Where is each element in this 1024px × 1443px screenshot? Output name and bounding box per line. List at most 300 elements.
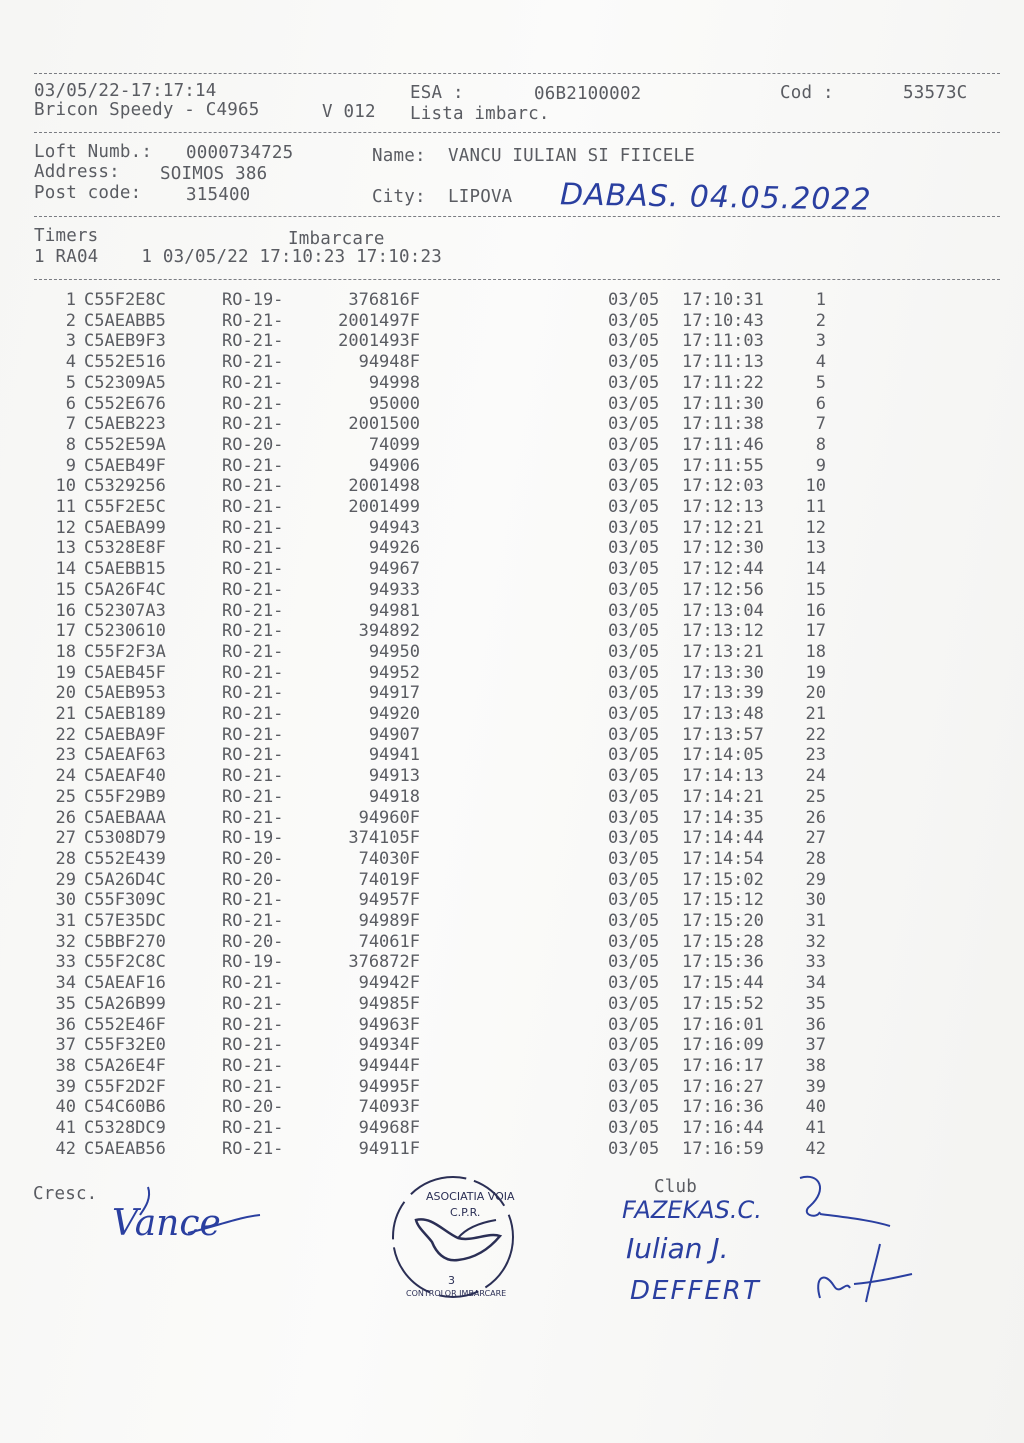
ring-id: C552E59A	[84, 434, 166, 455]
table-row	[0, 932, 1024, 953]
ring-prefix: RO-21-	[222, 1076, 284, 1097]
list-name: Lista imbarc.	[410, 104, 550, 124]
row-index: 33	[55, 952, 76, 973]
position: 15	[805, 579, 826, 600]
arrival-time: 17:11:03	[682, 331, 764, 352]
table-row	[0, 849, 1024, 870]
table-row	[0, 1077, 1024, 1098]
position: 8	[815, 434, 826, 455]
ring-id: C5AEAF40	[84, 766, 166, 787]
ring-id: C55F29B9	[84, 786, 166, 807]
row-index: 17	[55, 621, 76, 642]
ring-number: 94913	[368, 766, 420, 787]
arrival-time: 17:11:13	[682, 352, 764, 373]
ring-prefix: RO-21-	[222, 1014, 284, 1035]
cresc-label: Cresc.	[33, 1184, 98, 1204]
separator-line	[34, 132, 1000, 133]
position: 38	[805, 1055, 826, 1076]
position: 30	[805, 890, 826, 911]
ring-id: C55F2C8C	[84, 952, 166, 973]
position: 4	[815, 352, 826, 373]
ring-id: C5308D79	[84, 828, 166, 849]
arrival-time: 17:11:30	[682, 393, 764, 414]
ring-id: C5AEBAAA	[84, 807, 166, 828]
arrival-date: 03/05	[608, 621, 660, 642]
ring-prefix: RO-21-	[222, 1035, 284, 1056]
ring-id: C5A26D4C	[84, 869, 166, 890]
ring-id: C55F32E0	[84, 1035, 166, 1056]
ring-prefix: RO-21-	[222, 331, 284, 352]
ring-id: C5BBF270	[84, 931, 166, 952]
ring-id: C54C60B6	[84, 1097, 166, 1118]
arrival-date: 03/05	[608, 911, 660, 931]
row-index: 40	[55, 1097, 76, 1118]
ring-number: 74099	[368, 434, 420, 455]
header-timestamp: 03/05/22-17:17:14	[34, 81, 217, 101]
arrival-date: 03/05	[608, 745, 660, 766]
row-index: 5	[65, 372, 76, 393]
ring-number: 94934F	[358, 1035, 420, 1056]
position: 39	[805, 1076, 826, 1097]
arrival-date: 03/05	[608, 476, 660, 497]
table-row	[0, 394, 1024, 415]
arrival-date: 03/05	[608, 372, 660, 393]
row-index: 26	[55, 807, 76, 828]
loft-number: 0000734725	[186, 143, 294, 163]
position: 27	[805, 828, 826, 849]
ring-number: 2001493F	[338, 331, 420, 352]
position: 12	[805, 517, 826, 538]
ring-id: C552E676	[84, 393, 166, 414]
club-signature-3: DEFFERT	[630, 1276, 761, 1306]
arrival-date: 03/05	[608, 704, 660, 724]
table-row	[0, 1118, 1024, 1139]
ring-number: 74019F	[358, 869, 420, 890]
ring-number: 2001497F	[338, 310, 420, 331]
ring-prefix: RO-21-	[222, 766, 284, 787]
arrival-time: 17:14:05	[682, 745, 764, 766]
ring-prefix: RO-21-	[222, 704, 284, 724]
ring-prefix: RO-21-	[222, 559, 284, 580]
arrival-date: 03/05	[608, 1055, 660, 1076]
row-index: 32	[55, 931, 76, 952]
ring-number: 94941	[368, 745, 420, 766]
ring-prefix: RO-21-	[222, 414, 284, 435]
ring-number: 2001499	[348, 497, 420, 517]
timer-line: 1 RA04 1 03/05/22 17:10:23 17:10:23	[34, 247, 442, 267]
arrival-time: 17:10:31	[682, 290, 764, 310]
row-index: 15	[55, 579, 76, 600]
row-index: 22	[55, 724, 76, 745]
ring-number: 74093F	[358, 1097, 420, 1118]
club-signature-strokes	[780, 1170, 920, 1320]
ring-number: 376872F	[348, 952, 420, 973]
ring-id: C55F2F3A	[84, 641, 166, 662]
arrival-date: 03/05	[608, 807, 660, 828]
arrival-time: 17:15:44	[682, 973, 764, 994]
ring-number: 94906	[368, 455, 420, 476]
arrival-date: 03/05	[608, 538, 660, 559]
imbarcare-label: Imbarcare	[288, 229, 385, 249]
arrival-date: 03/05	[608, 414, 660, 435]
position: 14	[805, 559, 826, 580]
ring-prefix: RO-19-	[222, 952, 284, 973]
breeder-signature	[100, 1185, 270, 1255]
row-index: 27	[55, 828, 76, 849]
arrival-time: 17:12:21	[682, 517, 764, 538]
ring-id: C5AEB45F	[84, 662, 166, 683]
arrival-time: 17:13:12	[682, 621, 764, 642]
club-signature-2: Iulian J.	[626, 1232, 729, 1265]
arrival-date: 03/05	[608, 579, 660, 600]
position: 33	[805, 952, 826, 973]
table-row	[0, 1097, 1024, 1118]
row-index: 36	[55, 1014, 76, 1035]
ring-number: 94950	[368, 641, 420, 662]
table-row	[0, 994, 1024, 1015]
ring-id: C5AEB189	[84, 704, 166, 724]
position: 40	[805, 1097, 826, 1118]
city-value: LIPOVA	[448, 187, 513, 207]
row-index: 37	[55, 1035, 76, 1056]
position: 9	[815, 455, 826, 476]
position: 36	[805, 1014, 826, 1035]
arrival-date: 03/05	[608, 931, 660, 952]
arrival-date: 03/05	[608, 517, 660, 538]
row-index: 19	[55, 662, 76, 683]
arrival-date: 03/05	[608, 600, 660, 621]
arrival-time: 17:16:17	[682, 1055, 764, 1076]
table-row	[0, 497, 1024, 518]
row-index: 18	[55, 641, 76, 662]
ring-id: C52307A3	[84, 600, 166, 621]
stamp-bottom-text: CONTROLOR IMBARCARE	[406, 1289, 507, 1298]
ring-id: C5AEB223	[84, 414, 166, 435]
table-row	[0, 435, 1024, 456]
ring-id: C5328DC9	[84, 1118, 166, 1138]
row-index: 7	[65, 414, 76, 435]
arrival-date: 03/05	[608, 869, 660, 890]
arrival-date: 03/05	[608, 1014, 660, 1035]
table-row	[0, 663, 1024, 684]
arrival-time: 17:10:43	[682, 310, 764, 331]
table-row	[0, 828, 1024, 849]
ring-id: C52309A5	[84, 372, 166, 393]
ring-prefix: RO-21-	[222, 786, 284, 807]
ring-id: C5AEB953	[84, 683, 166, 704]
table-row	[0, 766, 1024, 787]
arrival-time: 17:14:13	[682, 766, 764, 787]
ring-prefix: RO-21-	[222, 993, 284, 1014]
ring-prefix: RO-21-	[222, 807, 284, 828]
ring-number: 94944F	[358, 1055, 420, 1076]
table-row	[0, 1015, 1024, 1036]
row-index: 21	[55, 704, 76, 724]
arrival-time: 17:14:54	[682, 848, 764, 869]
ring-number: 94917	[368, 683, 420, 704]
table-row	[0, 890, 1024, 911]
timers-label: Timers	[34, 226, 99, 246]
position: 2	[815, 310, 826, 331]
position: 21	[805, 704, 826, 724]
arrival-time: 17:14:21	[682, 786, 764, 807]
position: 6	[815, 393, 826, 414]
arrival-date: 03/05	[608, 497, 660, 517]
table-row	[0, 456, 1024, 477]
arrival-date: 03/05	[608, 331, 660, 352]
table-row	[0, 414, 1024, 435]
arrival-date: 03/05	[608, 352, 660, 373]
ring-number: 94933	[368, 579, 420, 600]
post-code-label: Post code:	[34, 183, 142, 203]
position: 11	[805, 497, 826, 517]
arrival-time: 17:16:36	[682, 1097, 764, 1118]
ring-number: 74061F	[358, 931, 420, 952]
ring-id: C5AEAB56	[84, 1138, 166, 1159]
stamp-number: 3	[448, 1274, 455, 1287]
position: 1	[815, 290, 826, 310]
ring-prefix: RO-21-	[222, 973, 284, 994]
table-row	[0, 973, 1024, 994]
ring-prefix: RO-21-	[222, 372, 284, 393]
ring-prefix: RO-21-	[222, 517, 284, 538]
ring-id: C55F2E5C	[84, 497, 166, 517]
ring-id: C5AEAF16	[84, 973, 166, 994]
arrival-time: 17:12:30	[682, 538, 764, 559]
position: 42	[805, 1138, 826, 1159]
table-row	[0, 476, 1024, 497]
row-index: 23	[55, 745, 76, 766]
arrival-time: 17:16:27	[682, 1076, 764, 1097]
ring-id: C57E35DC	[84, 911, 166, 931]
table-row	[0, 725, 1024, 746]
table-row	[0, 808, 1024, 829]
row-index: 39	[55, 1076, 76, 1097]
arrival-time: 17:13:57	[682, 724, 764, 745]
separator-line	[34, 279, 1000, 280]
row-index: 10	[55, 476, 76, 497]
ring-number: 94920	[368, 704, 420, 724]
arrival-date: 03/05	[608, 973, 660, 994]
position: 5	[815, 372, 826, 393]
ring-id: C5230610	[84, 621, 166, 642]
club-signature-1: FAZEKAS.C.	[622, 1196, 762, 1224]
arrival-date: 03/05	[608, 952, 660, 973]
ring-number: 394892	[358, 621, 420, 642]
stamp-text: ASOCIATIA VOIA	[426, 1190, 515, 1203]
row-index: 30	[55, 890, 76, 911]
ring-prefix: RO-20-	[222, 931, 284, 952]
table-row	[0, 518, 1024, 539]
position: 28	[805, 848, 826, 869]
row-index: 34	[55, 973, 76, 994]
table-row	[0, 745, 1024, 766]
position: 25	[805, 786, 826, 807]
arrival-date: 03/05	[608, 724, 660, 745]
ring-id: C5329256	[84, 476, 166, 497]
ring-prefix: RO-21-	[222, 621, 284, 642]
row-index: 9	[65, 455, 76, 476]
ring-prefix: RO-21-	[222, 455, 284, 476]
ring-id: C552E516	[84, 352, 166, 373]
row-index: 2	[65, 310, 76, 331]
position: 41	[805, 1118, 826, 1138]
arrival-time: 17:13:48	[682, 704, 764, 724]
arrival-time: 17:11:55	[682, 455, 764, 476]
position: 35	[805, 993, 826, 1014]
row-index: 25	[55, 786, 76, 807]
arrival-time: 17:16:01	[682, 1014, 764, 1035]
position: 20	[805, 683, 826, 704]
arrival-date: 03/05	[608, 393, 660, 414]
arrival-date: 03/05	[608, 683, 660, 704]
arrival-date: 03/05	[608, 455, 660, 476]
esa-label: ESA :	[410, 83, 464, 103]
ring-number: 94907	[368, 724, 420, 745]
ring-prefix: RO-20-	[222, 434, 284, 455]
ring-prefix: RO-21-	[222, 724, 284, 745]
handwritten-place-date: DABAS. 04.05.2022	[559, 177, 872, 218]
row-index: 31	[55, 911, 76, 931]
ring-prefix: RO-21-	[222, 911, 284, 931]
arrival-time: 17:13:39	[682, 683, 764, 704]
table-row	[0, 642, 1024, 663]
ring-prefix: RO-21-	[222, 538, 284, 559]
row-index: 6	[65, 393, 76, 414]
ring-number: 94981	[368, 600, 420, 621]
ring-number: 94998	[368, 372, 420, 393]
ring-prefix: RO-21-	[222, 476, 284, 497]
ring-id: C55F2E8C	[84, 290, 166, 310]
position: 10	[805, 476, 826, 497]
arrival-date: 03/05	[608, 993, 660, 1014]
ring-prefix: RO-21-	[222, 310, 284, 331]
arrival-time: 17:15:20	[682, 911, 764, 931]
arrival-date: 03/05	[608, 848, 660, 869]
ring-number: 94960F	[358, 807, 420, 828]
table-row	[0, 1035, 1024, 1056]
ring-number: 94926	[368, 538, 420, 559]
table-row	[0, 911, 1024, 932]
ring-id: C5AEAF63	[84, 745, 166, 766]
table-row	[0, 1139, 1024, 1160]
ring-number: 2001500	[348, 414, 420, 435]
position: 31	[805, 911, 826, 931]
row-index: 14	[55, 559, 76, 580]
loft-label: Loft Numb.:	[34, 142, 153, 162]
row-index: 24	[55, 766, 76, 787]
arrival-time: 17:12:13	[682, 497, 764, 517]
ring-number: 94952	[368, 662, 420, 683]
ring-number: 94989F	[358, 911, 420, 931]
ring-prefix: RO-21-	[222, 1118, 284, 1138]
ring-prefix: RO-21-	[222, 1055, 284, 1076]
position: 17	[805, 621, 826, 642]
row-index: 29	[55, 869, 76, 890]
ring-prefix: RO-21-	[222, 393, 284, 414]
arrival-date: 03/05	[608, 766, 660, 787]
ring-number: 94911F	[358, 1138, 420, 1159]
table-row	[0, 311, 1024, 332]
arrival-time: 17:13:21	[682, 641, 764, 662]
arrival-time: 17:14:44	[682, 828, 764, 849]
position: 7	[815, 414, 826, 435]
arrival-time: 17:15:36	[682, 952, 764, 973]
arrival-date: 03/05	[608, 1035, 660, 1056]
arrival-date: 03/05	[608, 1097, 660, 1118]
ring-prefix: RO-21-	[222, 579, 284, 600]
row-index: 28	[55, 848, 76, 869]
ring-number: 94968F	[358, 1118, 420, 1138]
row-index: 3	[65, 331, 76, 352]
ring-number: 94943	[368, 517, 420, 538]
ring-id: C5328E8F	[84, 538, 166, 559]
ring-id: C5AEBA99	[84, 517, 166, 538]
ring-id: C5AEABB5	[84, 310, 166, 331]
name-label: Name:	[372, 146, 426, 166]
arrival-time: 17:13:30	[682, 662, 764, 683]
ring-id: C5AEBB15	[84, 559, 166, 580]
arrival-time: 17:11:38	[682, 414, 764, 435]
arrival-time: 17:14:35	[682, 807, 764, 828]
arrival-time: 17:15:12	[682, 890, 764, 911]
ring-prefix: RO-21-	[222, 600, 284, 621]
ring-prefix: RO-21-	[222, 641, 284, 662]
arrival-time: 17:16:59	[682, 1138, 764, 1159]
arrival-date: 03/05	[608, 434, 660, 455]
position: 13	[805, 538, 826, 559]
arrival-time: 17:12:44	[682, 559, 764, 580]
row-index: 20	[55, 683, 76, 704]
position: 22	[805, 724, 826, 745]
table-row	[0, 373, 1024, 394]
ring-prefix: RO-19-	[222, 290, 284, 310]
ring-prefix: RO-21-	[222, 352, 284, 373]
ring-number: 94963F	[358, 1014, 420, 1035]
arrival-date: 03/05	[608, 641, 660, 662]
ring-number: 94948F	[358, 352, 420, 373]
position: 29	[805, 869, 826, 890]
ring-prefix: RO-21-	[222, 662, 284, 683]
ring-prefix: RO-21-	[222, 1138, 284, 1159]
table-row	[0, 580, 1024, 601]
table-row	[0, 787, 1024, 808]
ring-id: C552E46F	[84, 1014, 166, 1035]
ring-prefix: RO-20-	[222, 848, 284, 869]
club-label: Club	[654, 1177, 697, 1197]
position: 34	[805, 973, 826, 994]
table-row	[0, 952, 1024, 973]
row-index: 41	[55, 1118, 76, 1138]
table-row	[0, 683, 1024, 704]
row-index: 13	[55, 538, 76, 559]
post-code-value: 315400	[186, 185, 251, 205]
ring-id: C5A26E4F	[84, 1055, 166, 1076]
ring-id: C5AEBA9F	[84, 724, 166, 745]
ring-id: C5A26B99	[84, 993, 166, 1014]
arrival-date: 03/05	[608, 786, 660, 807]
arrival-date: 03/05	[608, 890, 660, 911]
version: V 012	[322, 102, 376, 122]
row-index: 11	[55, 497, 76, 517]
position: 16	[805, 600, 826, 621]
cod-label: Cod :	[780, 83, 834, 103]
table-row	[0, 601, 1024, 622]
ring-prefix: RO-21-	[222, 890, 284, 911]
arrival-time: 17:15:52	[682, 993, 764, 1014]
dove-icon	[416, 1219, 500, 1260]
ring-number: 374105F	[348, 828, 420, 849]
